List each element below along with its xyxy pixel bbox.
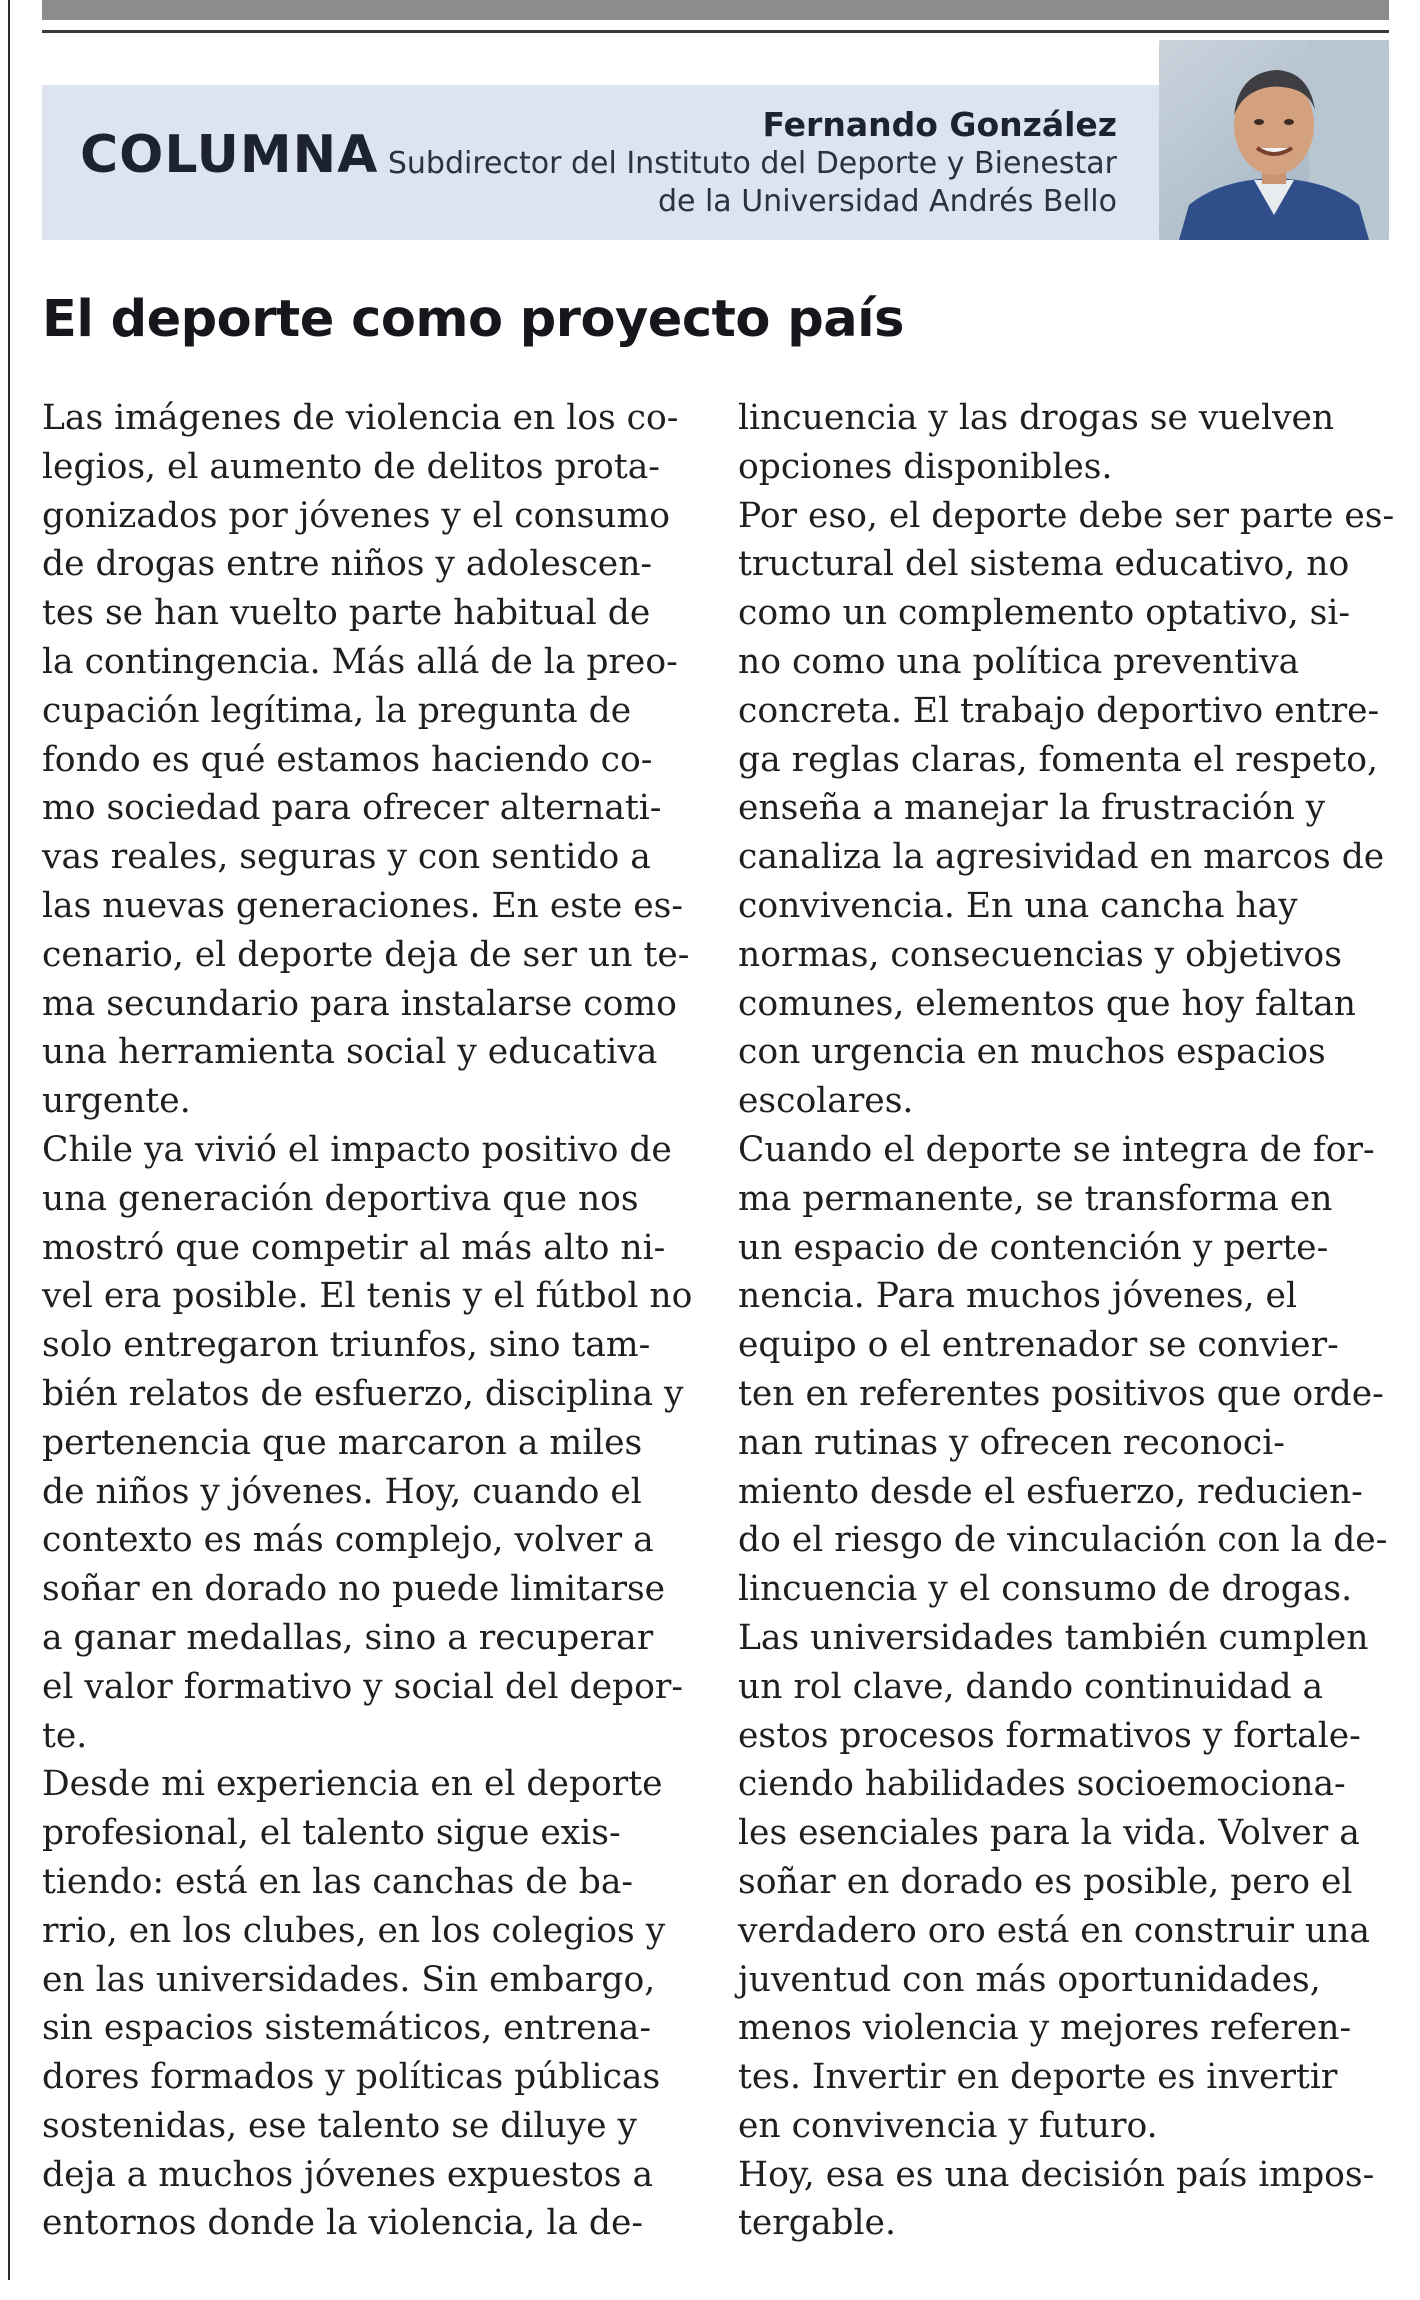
article-text-line: escolares. [738,1081,914,1122]
article-text-line: en convivencia y futuro. [738,2105,1158,2146]
author-block [297,105,1117,221]
article-column-right [738,394,1395,2248]
article-text-line: contexto es más complejo, volver a [42,1520,654,1561]
author-role-line1: Subdirector del Instituto del Deporte y Bienestar [387,146,1117,181]
article-text-line: fondo es qué estamos haciendo co- [42,739,653,780]
article-text-line: menos violencia y mejores referen- [738,2008,1352,2049]
article-text-line: rrio, en los clubes, en los colegios y [42,1910,666,1951]
article-text-line: Hoy, esa es una decisión país impos- [738,2154,1375,2195]
article-column-left [42,394,693,2248]
article-text-line: el valor formativo y social del depor- [42,1666,684,1707]
article-text-line: convivencia. En una cancha hay [738,885,1298,926]
article-text-line: mo sociedad para ofrecer alternati- [42,788,662,829]
article-text-line: urgente. [42,1081,191,1122]
article-text-line: bién relatos de esfuerzo, disciplina y [42,1373,684,1414]
article-text-line: tructural del sistema educativo, no [738,544,1350,585]
article-text-line: entornos donde la violencia, la de- [42,2203,644,2244]
article-text-line: normas, consecuencias y objetivos [738,934,1342,975]
article-text-line: ma permanente, se transforma en [738,1178,1333,1219]
article-text-line: tiendo: está en las canchas de ba- [42,1861,634,1902]
article-text-line: vas reales, seguras y con sentido a [42,837,651,878]
article-text-line: tergable. [738,2203,896,2244]
article-text-line: ciendo habilidades socioemociona- [738,1764,1346,1805]
article-headline: El deporte como proyecto país [42,290,904,349]
article-text-line: tes. Invertir en deporte es invertir [738,2057,1338,2098]
article-text-line: les esenciales para la vida. Volver a [738,1813,1360,1854]
article-text-line: mostró que competir al más alto ni- [42,1227,666,1268]
article-text-line: equipo o el entrenador se convier- [738,1325,1339,1366]
article-text-line: dores formados y políticas públicas [42,2057,661,2098]
article-text-line: nan rutinas y ofrecen reconoci- [738,1422,1285,1463]
article-text-line: legios, el aumento de delitos prota- [42,446,660,487]
article-text-line: enseña a manejar la frustración y [738,788,1326,829]
article-text-line: solo entregaron triunfos, sino tam- [42,1325,651,1366]
column-header-band [42,85,1389,240]
article-text-line: juventud con más oportunidades, [738,1959,1321,2000]
author-role-line2: de la Universidad Andrés Bello [657,184,1117,219]
article-text-line: un espacio de contención y perte- [738,1227,1329,1268]
article-text-line: deja a muchos jóvenes expuestos a [42,2154,654,2195]
article-text-line: do el riesgo de vinculación con la de- [738,1520,1388,1561]
article-text-line: sin espacios sistemáticos, entrena- [42,2008,651,2049]
article-text-line: ten en referentes positivos que orde- [738,1373,1384,1414]
article-text-line: comunes, elementos que hoy faltan [738,983,1356,1024]
author-photo [1159,40,1389,240]
article-text-line: un rol clave, dando continuidad a [738,1666,1324,1707]
article-text-line: concreta. El trabajo deportivo entre- [738,690,1380,731]
article-text-line: vel era posible. El tenis y el fútbol no [42,1276,693,1317]
article-text-line: no como una política preventiva [738,641,1300,682]
author-name: Fernando González [762,105,1117,144]
article-text-line: lincuencia y el consumo de drogas. [738,1569,1353,1610]
article-text-line: en las universidades. Sin embargo, [42,1959,656,2000]
article-text-line: la contingencia. Más allá de la preo- [42,641,678,682]
article-text-line: ga reglas claras, fomenta el respeto, [738,739,1378,780]
author-portrait-icon [1159,40,1389,240]
article-text-line: Las imágenes de violencia en los co- [42,398,679,438]
article-text-line: profesional, el talento sigue exis- [42,1813,621,1854]
article-text-line: canaliza la agresividad en marcos de [738,837,1385,878]
article-text-line: estos procesos formativos y fortale- [738,1715,1361,1756]
article-text-line: Cuando el deporte se integra de for- [738,1129,1375,1170]
article-text-line: miento desde el esfuerzo, reducien- [738,1471,1363,1512]
article-text-line: de niños y jóvenes. Hoy, cuando el [42,1471,642,1512]
article-text-line: gonizados por jóvenes y el consumo [42,495,670,536]
article-text-line: de drogas entre niños y adolescen- [42,544,653,585]
article-text-line: Las universidades también cumplen [738,1617,1369,1658]
article-text-line: te. [42,1715,88,1756]
article-text-line: soñar en dorado es posible, pero el [738,1861,1353,1902]
top-gray-bar [42,0,1389,20]
top-divider [42,30,1389,33]
article-text-line: soñar en dorado no puede limitarse [42,1569,666,1610]
article-text-line: las nuevas generaciones. En este es- [42,885,683,926]
article-text-line: Chile ya vivió el impacto positivo de [42,1129,672,1170]
article-text-line: cenario, el deporte deja de ser un te- [42,934,690,975]
article-text-line: nencia. Para muchos jóvenes, el [738,1276,1297,1317]
page-left-rule [8,0,10,2280]
article-text-line: ma secundario para instalarse como [42,983,677,1024]
section-label: COLUMNA [80,125,379,185]
article-text-line: una herramienta social y educativa [42,1032,658,1073]
article-text-line: verdadero oro está en construir una [738,1910,1371,1951]
article-text-line: Desde mi experiencia en el deporte [42,1764,663,1805]
article-text-line: lincuencia y las drogas se vuelven [738,398,1335,438]
article-text-line: opciones disponibles. [738,446,1113,487]
article-text-line: pertenencia que marcaron a miles [42,1422,643,1463]
article-text-line: sostenidas, ese talento se diluye y [42,2105,638,2146]
article-text-line: a ganar medallas, sino a recuperar [42,1617,654,1658]
article-text-line: tes se han vuelto parte habitual de [42,593,651,634]
article-text-line: Por eso, el deporte debe ser parte es- [738,495,1395,536]
article-text-line: con urgencia en muchos espacios [738,1032,1326,1073]
article-text-line: como un complemento optativo, si- [738,593,1351,634]
article-text-line: cupación legítima, la pregunta de [42,690,632,731]
article-text-line: una generación deportiva que nos [42,1178,639,1219]
